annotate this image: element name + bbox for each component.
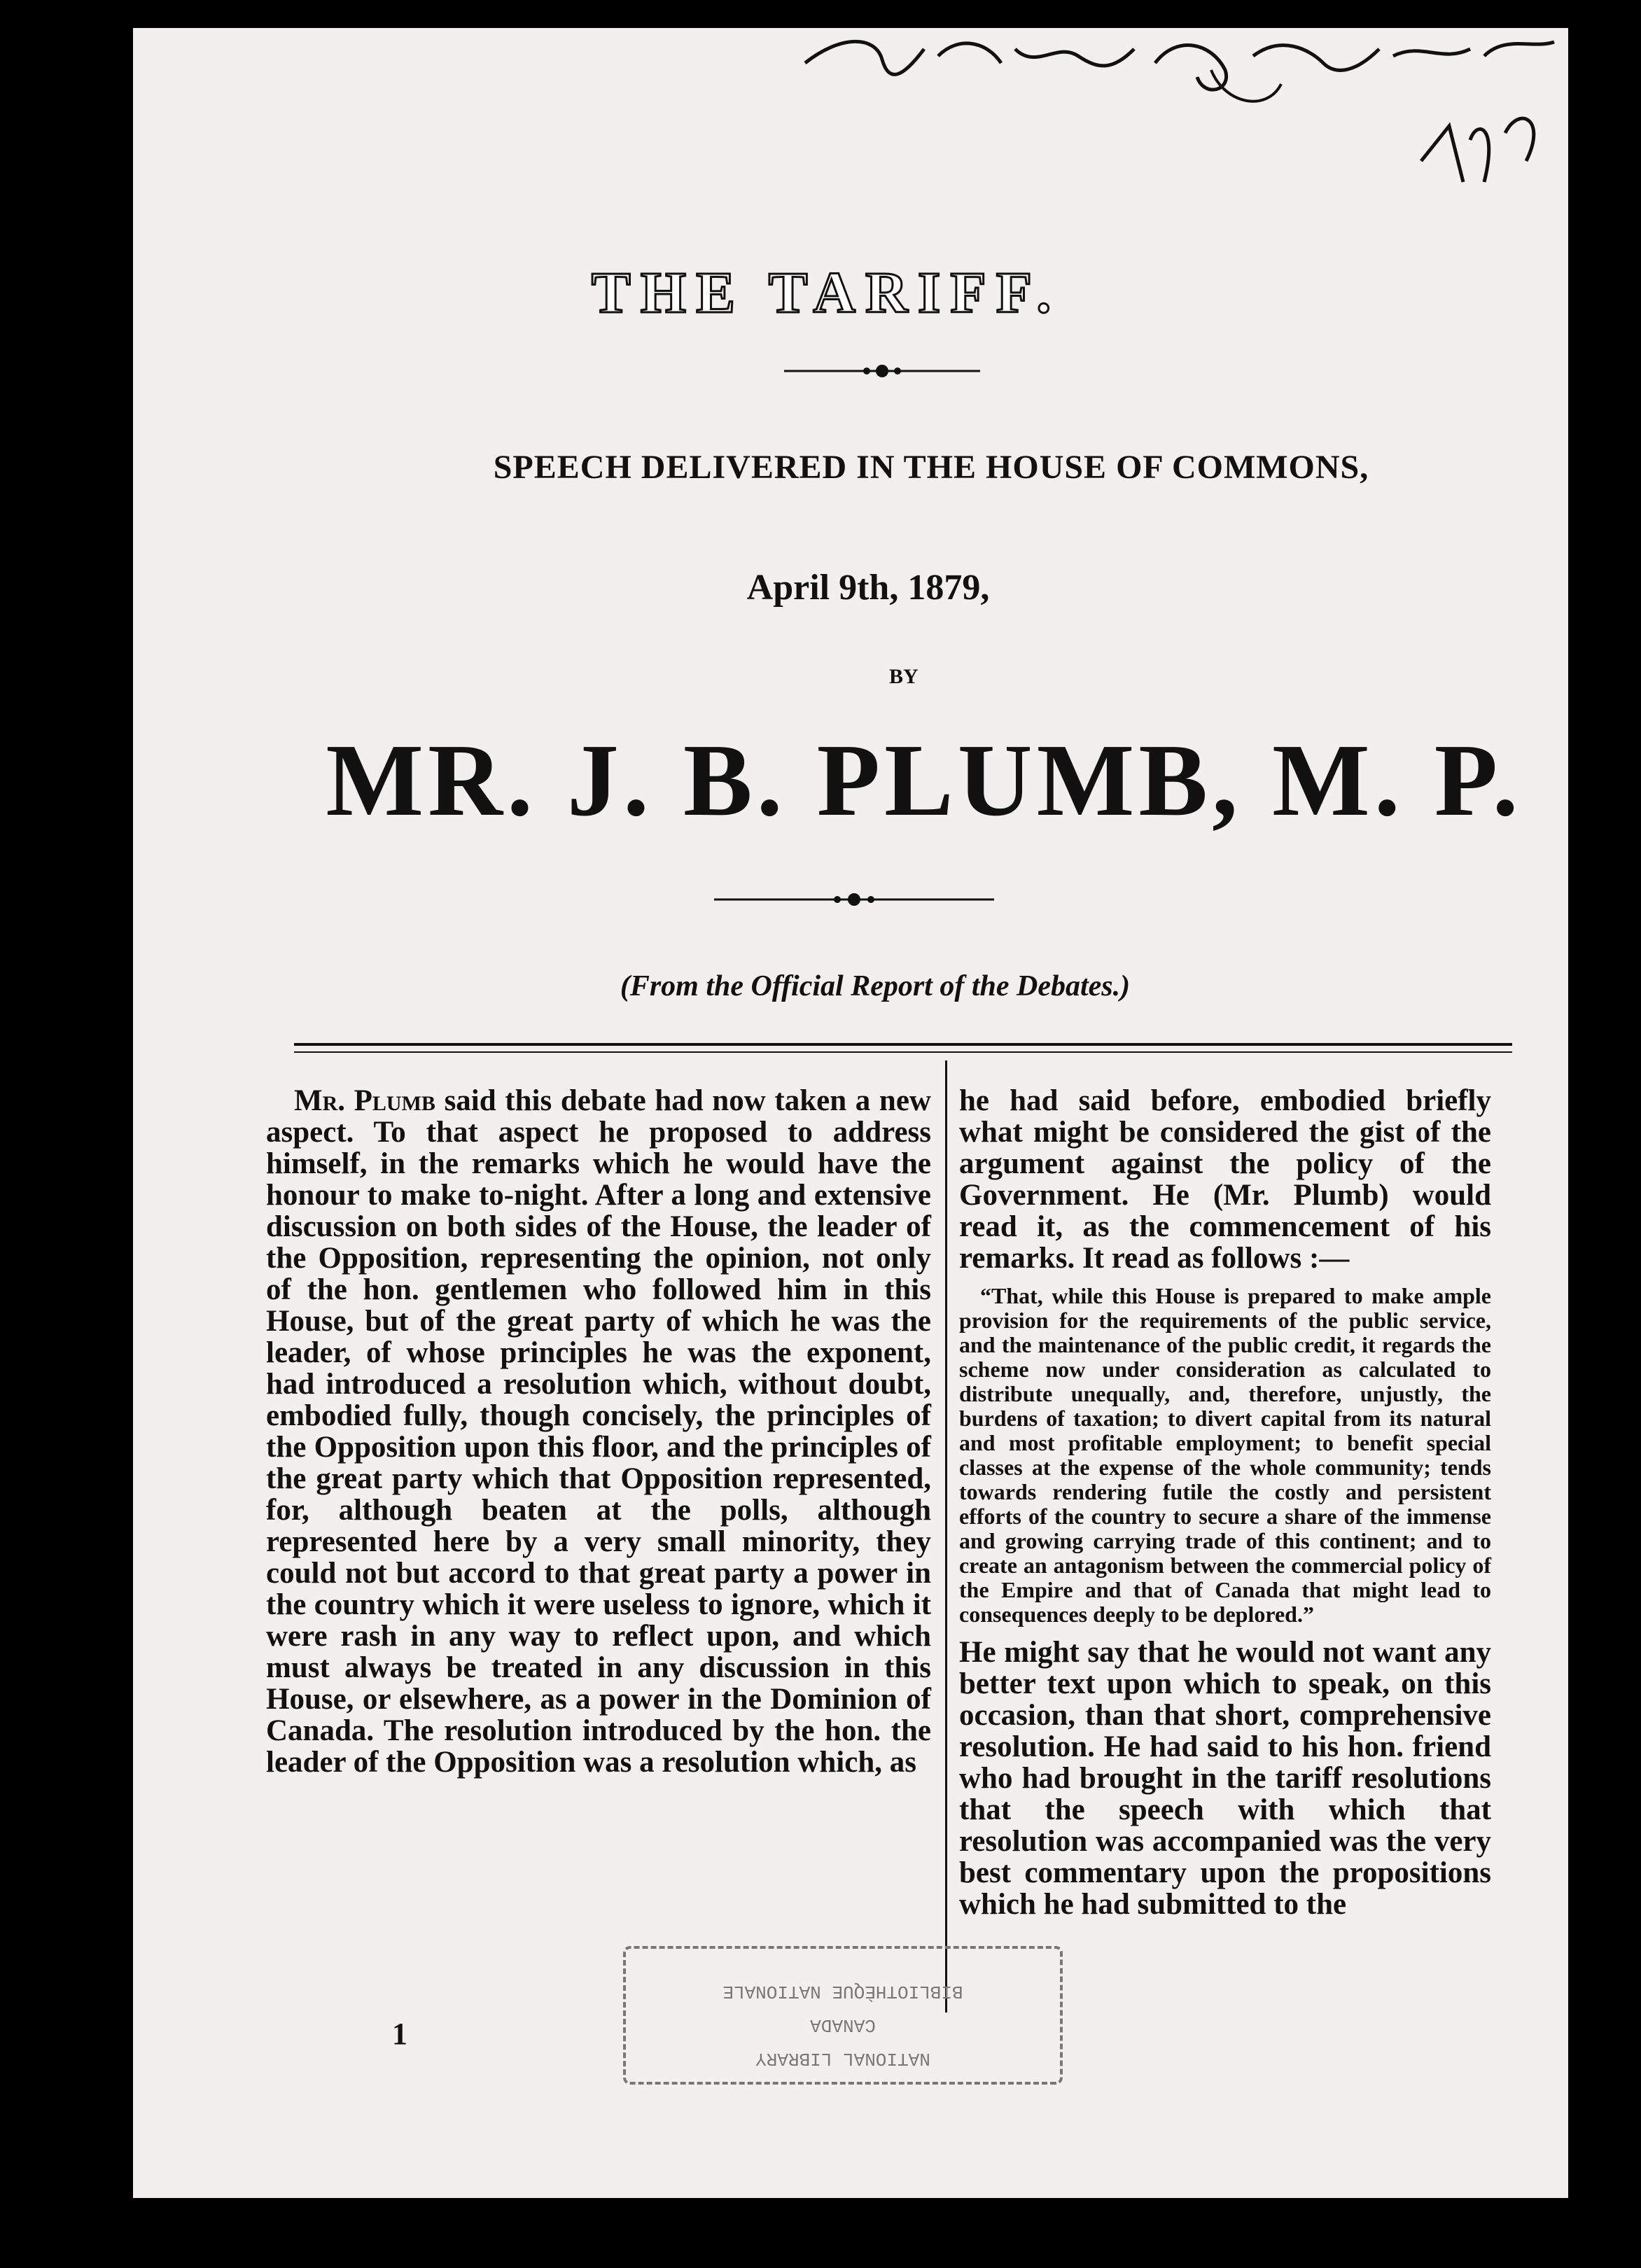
ornament-divider-2	[714, 889, 994, 910]
column-left	[266, 1085, 931, 1778]
column-divider	[945, 1060, 947, 2012]
column-right-text: He might say that he would not want any better text upon which to speak, on this occasion, than that short, comprehensive resolution. He had said to his hon. friend who had brought in the tariff resolutions that the speech with which that resolution was accompanied was the very best commentary upon the propositions which he had submitted to the	[959, 1636, 1491, 1921]
handwritten-signature	[777, 28, 1568, 231]
column-left-text: said this debate had now taken a new aspect. To that aspect he proposed to address himself, in the remarks which he would have the honour to make to-night. After a long and extensive discussion on both sides of the House, the leader of the Opposition, representing the opinion, not only of the hon. gentlemen who followed him in this House, but of the great party of which he was the leader, of whose principles he was the exponent, had introduced a resolution which, without doubt, embodied fully, though concisely, the principles of the Opposition upon this floor, and the principles of the great party which that Opposition represented, for, although beaten at the polls, although represented here by a very small minority, they could not but accord to that great party a power in the country which it were useless to ignore, which it were rash in any way to reflect upon, and which must always be treated in any discussion in this House, or elsewhere, as a power in the Dominion of Canada. The resolution introduced by the hon. the leader of the Opposition was a resolution which, as	[266, 1084, 931, 1779]
speaker-name: MR. J. B. PLUMB, M. P.	[326, 723, 1523, 838]
speech-subtitle: SPEECH DELIVERED IN THE HOUSE OF COMMONS,	[493, 449, 1369, 486]
top-rule-thin	[294, 1051, 1512, 1053]
source-note: (From the Official Report of the Debates.)	[620, 970, 1131, 1002]
column-right-intro: he had said before, embodied briefly what might be considered the gist of the argument against the policy of the Government. He (Mr. Plumb) would read it, as the commencement of his remarks. It read as follows :—	[959, 1084, 1491, 1275]
column-right	[959, 1085, 1491, 1920]
by-label: BY	[889, 665, 919, 688]
document-title: THE TARIFF.	[591, 260, 1061, 326]
page-number: 1	[392, 2017, 407, 2051]
document-page	[133, 28, 1568, 2198]
top-rule	[294, 1043, 1512, 1046]
library-stamp: NATIONAL LIBRARY CANADA BIBLIOTHÈQUE NATIONALE	[623, 1946, 1063, 2085]
resolution-quote: “That, while this House is prepared to make ample provision for the requirements of the public service, and the maintenance of the public credit, it regards the scheme now under consideration as calculated to distribute unequally, and, therefore, unjustly, the burdens of taxation; to divert capital from its natural and most profitable employment; to benefit special classes at the expense of the whole community; tends towards rendering futile the costly and persistent efforts of the country to secure a share of the immense and growing carrying trade of this continent; and to create an antagonism between the commercial policy of the Empire and that of Canada that might lead to consequences deeply to be deplored.”	[959, 1283, 1491, 1627]
ornament-divider	[784, 360, 980, 382]
speech-date: April 9th, 1879,	[746, 568, 990, 608]
speaker-lead: Mr. Plumb	[294, 1084, 435, 1117]
